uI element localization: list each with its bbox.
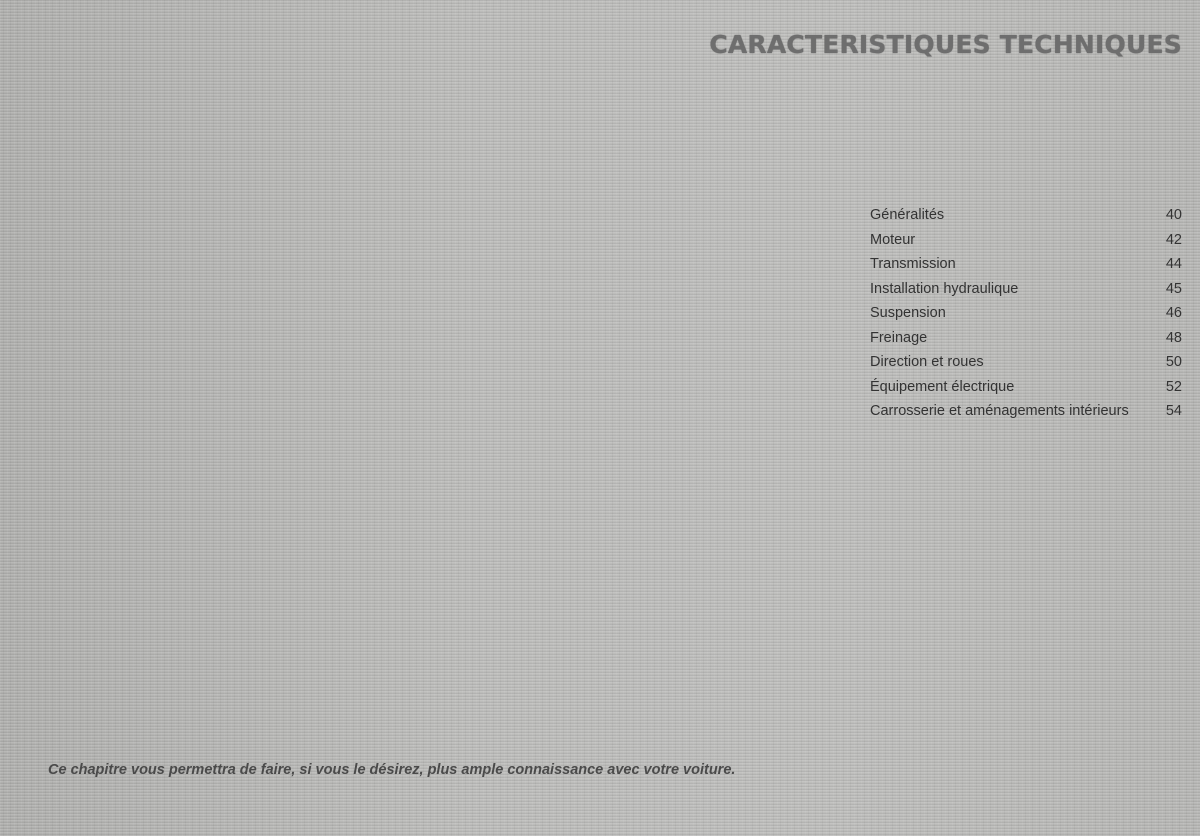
toc-item-page: 42 xyxy=(1165,231,1182,248)
toc-item-page: 54 xyxy=(1165,403,1182,419)
toc-item-generalites[interactable] xyxy=(870,203,1182,228)
table-of-contents xyxy=(870,203,1182,420)
toc-item-freinage[interactable] xyxy=(870,326,1182,351)
toc-item-page: 48 xyxy=(1165,329,1182,346)
toc-item-page: 52 xyxy=(1165,378,1182,395)
toc-item-label: Équipement électrique xyxy=(870,378,1015,395)
toc-item-label: Direction et roues xyxy=(870,354,984,370)
toc-item-transmission[interactable] xyxy=(870,252,1182,277)
chapter-intro-text: Ce chapitre vous permettra de faire, si vous le désirez, plus ample connaissance avec votre voiture. xyxy=(48,762,736,778)
toc-item-suspension[interactable] xyxy=(870,301,1182,326)
toc-item-label: Moteur xyxy=(870,231,916,248)
toc-item-label: Carrosserie et aménagements intérieurs xyxy=(870,403,1129,419)
toc-item-label: Installation hydraulique xyxy=(870,280,1019,297)
toc-item-page: 45 xyxy=(1165,280,1182,297)
toc-item-page: 50 xyxy=(1165,354,1182,370)
toc-item-moteur[interactable] xyxy=(870,228,1182,253)
toc-item-label: Suspension xyxy=(870,305,946,321)
toc-item-label: Transmission xyxy=(870,256,956,272)
toc-item-label: Freinage xyxy=(870,329,928,346)
toc-item-page: 46 xyxy=(1165,305,1182,321)
toc-item-page: 40 xyxy=(1165,207,1182,223)
toc-item-carrosserie[interactable] xyxy=(870,399,1182,420)
chapter-title: CARACTERISTIQUES TECHNIQUES xyxy=(709,30,1182,59)
toc-item-direction-et-roues[interactable] xyxy=(870,350,1182,375)
toc-item-installation-hydraulique[interactable] xyxy=(870,277,1182,302)
toc-item-equipement-electrique[interactable] xyxy=(870,375,1182,400)
toc-item-page: 44 xyxy=(1165,256,1182,272)
toc-item-label: Généralités xyxy=(870,207,945,223)
